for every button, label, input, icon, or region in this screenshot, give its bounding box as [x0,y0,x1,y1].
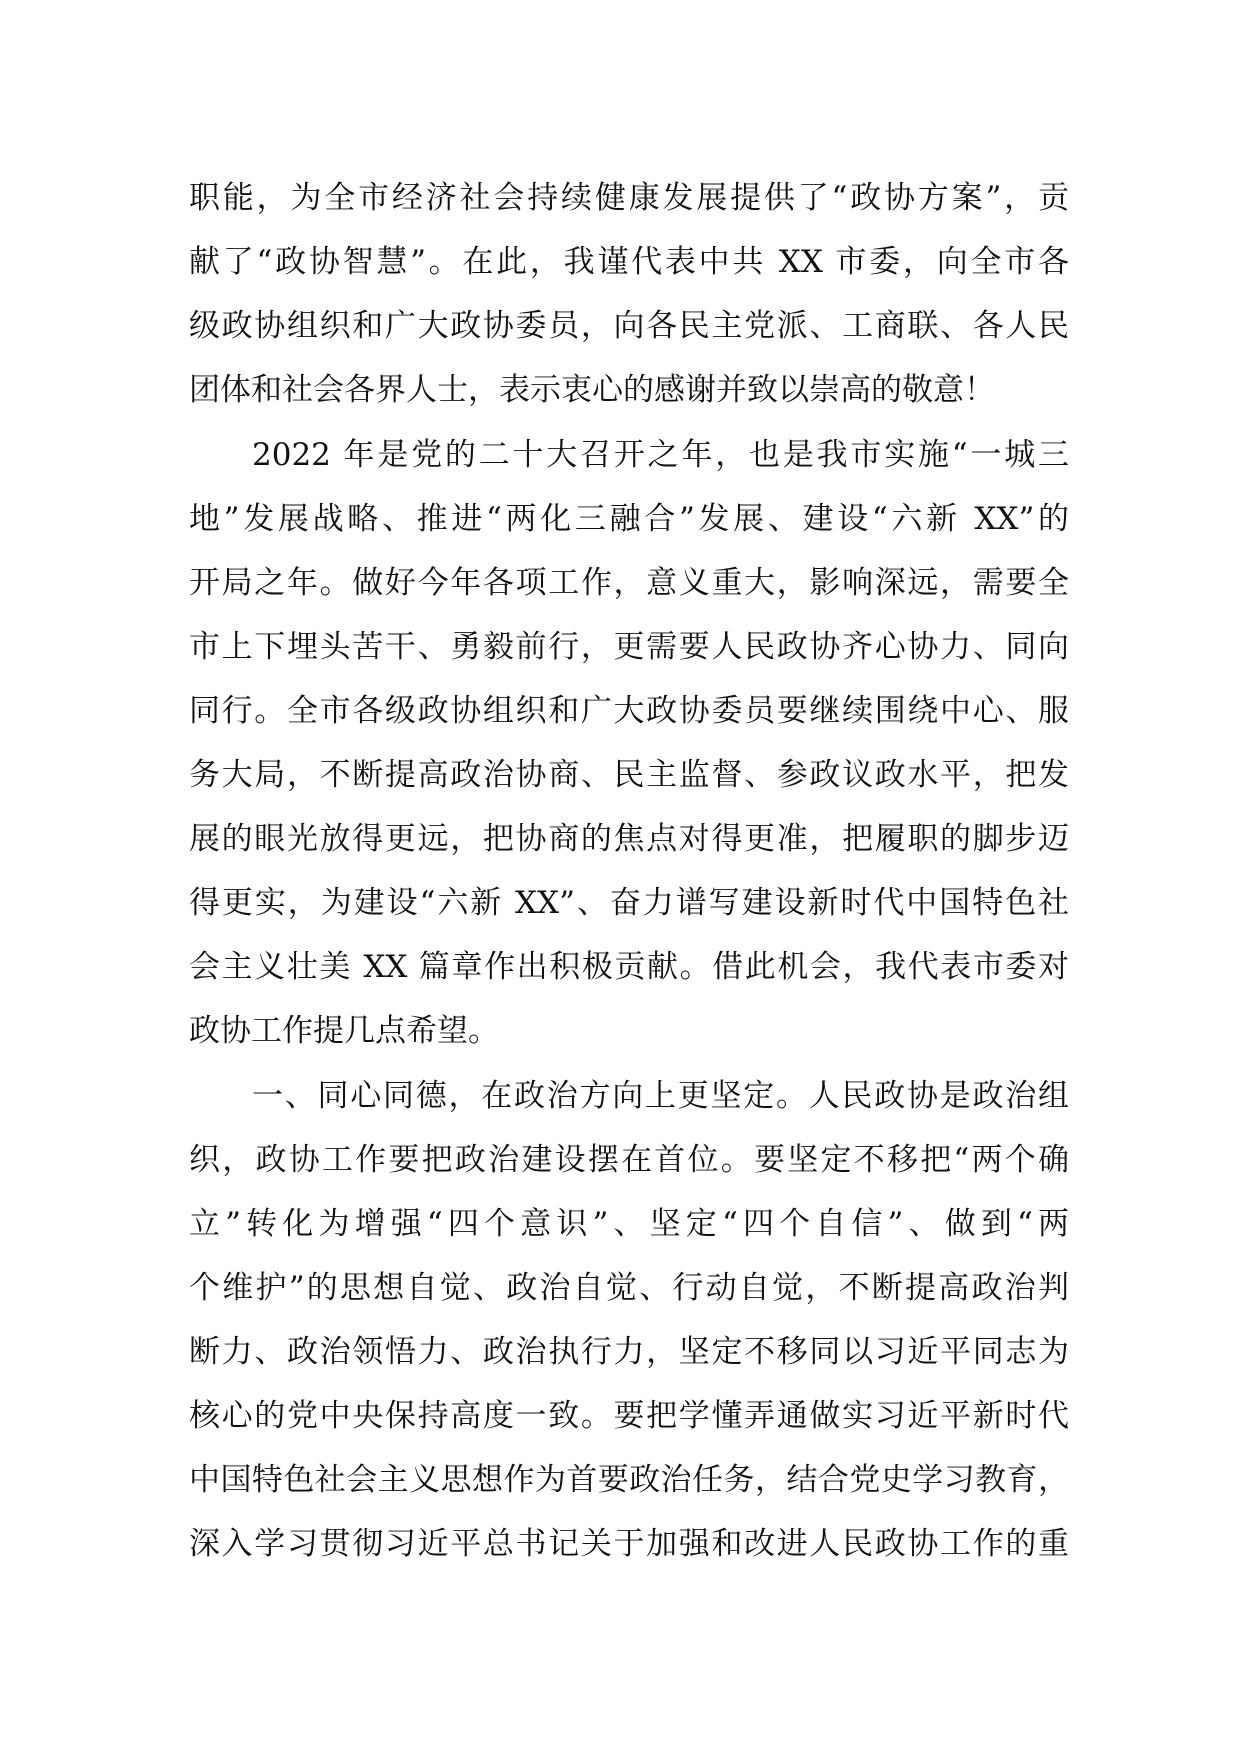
text-line-22: 深入学习贯彻习近平总书记关于加强和改进人民政协工作的重 [189,1526,1069,1562]
text-line-8: 市上下埋头苦干、勇毅前行，更需要人民政协齐心协力、同向 [189,629,1069,665]
text-line-2: 献了“政协智慧”。在此，我谨代表中共 XX 市委，向全市各 [189,244,1069,280]
text-line-11: 展的眼光放得更远，把协商的焦点对得更准，把履职的脚步迈 [189,821,1069,857]
text-line-20: 核心的党中央保持高度一致。要把学懂弄通做实习近平新时代 [189,1398,1069,1434]
text-line-14: 政协工作提几点希望。 [189,1013,499,1049]
text-line-21: 中国特色社会主义思想作为首要政治任务，结合党史学习教育， [189,1462,1069,1498]
text-line-9: 同行。全市各级政协组织和广大政协委员要继续围绕中心、服 [189,693,1069,729]
text-line-13: 会主义壮美 XX 篇章作出积极贡献。借此机会，我代表市委对 [189,949,1069,985]
text-line-1: 职能，为全市经济社会持续健康发展提供了“政协方案”，贡 [189,180,1069,216]
text-line-4: 团体和社会各界人士，表示衷心的感谢并致以崇高的敬意！ [189,372,995,408]
paragraph-3-first-line: 一、同心同德，在政治方向上更坚定。人民政协是政治组 [252,1078,1069,1114]
text-line-6: 地”发展战略、推进“两化三融合”发展、建设“六新 XX”的 [189,501,1069,537]
text-line-7: 开局之年。做好今年各项工作，意义重大，影响深远，需要全 [189,565,1069,601]
text-line-3: 级政协组织和广大政协委员，向各民主党派、工商联、各人民 [189,308,1069,344]
text-line-19: 断力、政治领悟力、政治执行力，坚定不移同以习近平同志为 [189,1334,1069,1370]
text-line-17: 立”转化为增强“四个意识”、坚定“四个自信”、做到“两 [189,1206,1069,1242]
text-line-16: 织，政协工作要把政治建设摆在首位。要坚定不移把“两个确 [189,1142,1069,1178]
text-line-10: 务大局，不断提高政治协商、民主监督、参政议政水平，把发 [189,757,1069,793]
text-line-18: 个维护”的思想自觉、政治自觉、行动自觉，不断提高政治判 [189,1270,1069,1306]
text-line-12: 得更实，为建设“六新 XX”、奋力谱写建设新时代中国特色社 [189,885,1069,921]
paragraph-2-first-line: 2022 年是党的二十大召开之年，也是我市实施“一城三 [252,437,1069,473]
